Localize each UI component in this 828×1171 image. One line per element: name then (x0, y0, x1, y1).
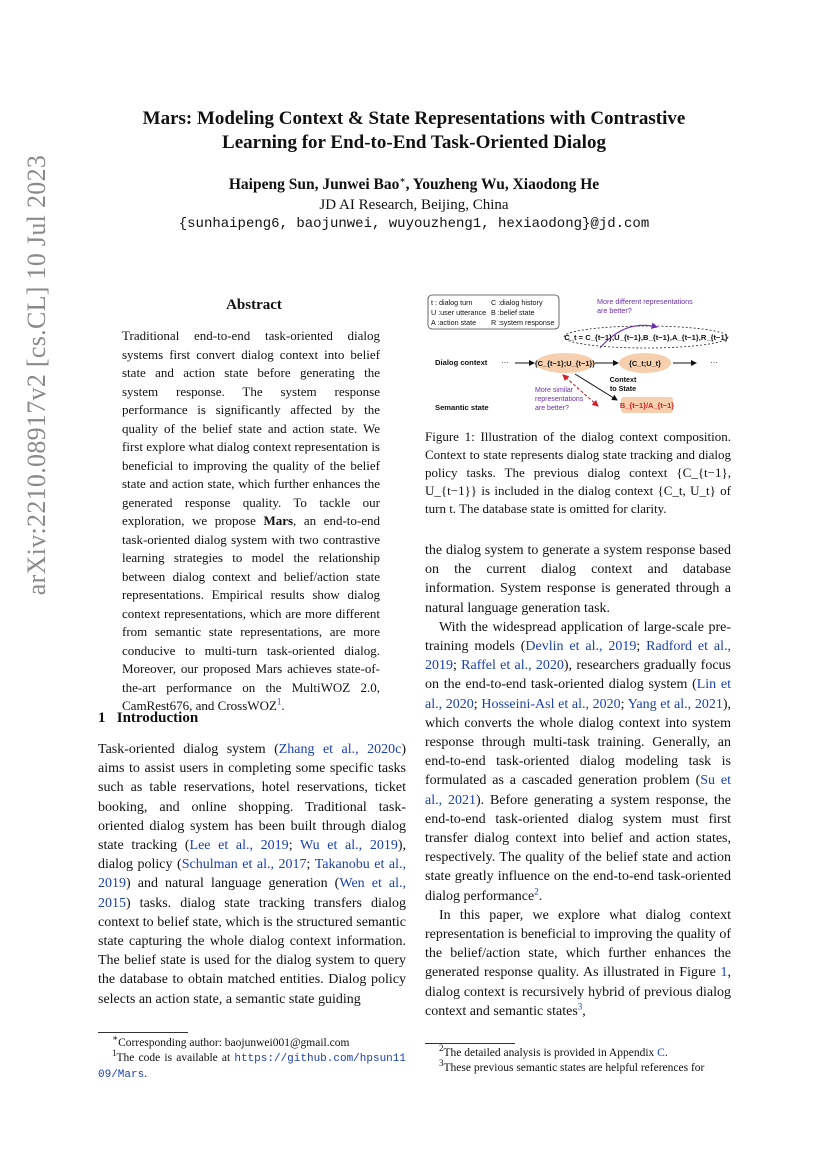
footnotes-right (425, 1043, 731, 1076)
author-mark: ∗ (399, 174, 406, 185)
figure-1 (425, 293, 731, 421)
footnotes-left (98, 1033, 406, 1083)
text-run: Task-oriented dialog system ( (98, 742, 279, 757)
legend-user: U :user utterance (431, 308, 487, 317)
legend-action: A :action state (431, 318, 477, 327)
text-run: ; (306, 857, 315, 873)
footnote-end: . (144, 1068, 148, 1080)
footnote-text: The detailed analysis is provided in Appendix (443, 1047, 658, 1059)
citation-link[interactable]: Lee et al., 2019 (189, 838, 289, 854)
intro-right-paragraph-1: the dialog system to generate a system response based on the current dialog context and database information. System response is generated through a natural language generation task. (425, 543, 731, 616)
footnote-corresponding (98, 1033, 406, 1051)
abstract-part-a: Traditional end-to-end task-oriented dialog systems first convert dialog context into belief state and action state before generating the system response. The system response performance is significantly affected by the quality of the belief state and action state. We first explore what dialog context representation is beneficial to improving the quality of the belief state and action state, which further enhances the generated response quality. To tackle our exploration, we propose (122, 328, 380, 528)
footnote-code (98, 1048, 406, 1083)
footnote-mark: ∗ (112, 1033, 119, 1044)
label-more-similar-1: More similar (535, 387, 574, 394)
footnote-mark-link[interactable]: 3 (577, 1001, 583, 1012)
text-run: In this paper, we explore what dialog context representation is beneficial to improving the quality of the belief/action state, which further enhances the generated response quality. As illustrated in Figure (425, 907, 731, 981)
text-run: ). Before generating a system response, the end-to-end task-oriented dialog system must first transfer dialog context into belief and action states, respectively. The quality of the belief state and action state greatly influence on the end-to-end task-oriented dialog performance (425, 792, 732, 904)
intro-number: 1 (98, 710, 106, 726)
legend-belief: B :belief state (491, 308, 535, 317)
footnote-mark: 1 (112, 1048, 117, 1059)
text-run: ), which converts the whole dialog context into system response through multi-task training. Generally, an end-to-end task-oriented dialog modeling task is formulated as a cascaded generation problem ( (425, 696, 731, 789)
appendix-link[interactable]: C (657, 1047, 665, 1059)
code-url-link[interactable]: https://github.com/hpsun1109/Mars (98, 1053, 406, 1081)
footnote-end: . (664, 1047, 668, 1059)
citation-link[interactable]: Wu et al., 2019 (299, 838, 398, 854)
citation-link[interactable]: Devlin et al., 2019 (525, 639, 637, 655)
text-run: ) and natural language generation ( (126, 876, 340, 892)
footnote-text: Corresponding author: baojunwei001@gmail.com (118, 1037, 350, 1049)
label-more-different: More different representations (597, 297, 693, 306)
text-run: ), researchers gradually focus on the end-to-end task-oriented dialog system ( (425, 658, 731, 693)
text-run: , dialog context is recursively hybrid of previous dialog context and semantic states (425, 965, 731, 1019)
footnote-text: These previous semantic states are helpful references for (443, 1062, 705, 1074)
figure-ref-link[interactable]: 1 (720, 965, 728, 981)
label-dialog-context: Dialog context (435, 358, 488, 367)
authors (60, 176, 768, 194)
legend-response: R :system response (491, 318, 555, 327)
intro-right-paragraph-2 (425, 618, 731, 906)
label-more-similar-2: representations (535, 396, 584, 403)
title-line-1: Mars: Modeling Context & State Representations with Contrastive (142, 108, 686, 129)
citation-link[interactable]: Hosseini-Asl et al., 2020 (481, 696, 621, 712)
figure-1-caption: Figure 1: Illustration of the dialog context composition. Context to state represents dialog state tracking and dialog policy tasks. The previous dialog context {C_{t−1}, U_{t−1}} is included in the dialog context {C_t, U_t} of turn t. The database state is omitted for clarity. (425, 429, 731, 516)
label-are-better-2: are better? (535, 405, 569, 412)
citation-link[interactable]: Wen et al., 2015 (98, 876, 407, 911)
intro-heading (98, 710, 198, 727)
intro-title: Introduction (116, 710, 199, 726)
abstract-heading: Abstract (226, 297, 282, 313)
footnote-mark: 3 (439, 1058, 444, 1069)
ellipsis-right: ··· (710, 358, 718, 367)
citation-link[interactable]: Raffel et al., 2020 (461, 658, 564, 674)
label-context-to-state-2: to State (609, 384, 637, 393)
abstract-text (122, 327, 380, 716)
authors-b: , Youzheng Wu, Xiaodong He (405, 176, 600, 193)
intro-right-column (425, 541, 731, 1021)
footnote-semantic-states (425, 1058, 731, 1076)
intro-left-paragraph (98, 740, 406, 1009)
text-run: ; (620, 696, 628, 712)
text-run: ), dialog policy ( (98, 838, 406, 873)
text-run: With the widespread application of large-scale pre-training models ( (425, 619, 731, 655)
abstract-mars: Mars (263, 513, 294, 528)
authors-a: Haipeng Sun, Junwei Bao (228, 176, 400, 193)
text-run: ; (453, 658, 462, 674)
legend-history: C :dialog history (491, 298, 543, 307)
arxiv-id: arXiv:2210.08917v2 [cs.CL] 10 Jul 2023 (22, 154, 51, 596)
ellipsis-left: ··· (501, 358, 509, 367)
text-run: ; (473, 696, 482, 712)
text-run: . (538, 888, 543, 904)
abstract-end: . (281, 698, 285, 713)
affiliation: JD AI Research, Beijing, China (319, 197, 509, 213)
label-context-to-state-1: Context (609, 375, 637, 384)
node-prev-label: {C_{t−1};U_{t−1}} (534, 359, 596, 368)
citation-link[interactable]: Lin et al., 2020 (425, 677, 732, 712)
text-run: ; (288, 838, 300, 854)
label-are-better-1: are better? (597, 306, 632, 315)
paper-title (60, 107, 768, 155)
citation-link[interactable]: Zhang et al., 2020c (278, 742, 402, 757)
node-state-label: B_{t−1}/A_{t−1} (619, 401, 675, 410)
footnote-mark: 2 (439, 1043, 444, 1054)
label-semantic-state: Semantic state (435, 403, 489, 412)
citation-link[interactable]: Su et al., 2021 (425, 773, 731, 808)
figure-legend (431, 298, 555, 327)
footnote-text: The code is available at (116, 1052, 235, 1064)
footnote-mark-link[interactable]: 2 (534, 886, 539, 896)
legend-turn: t : dialog turn (431, 298, 473, 307)
citation-link[interactable]: Takanobu et al., 2019 (98, 857, 406, 892)
text-run: ; (636, 639, 647, 655)
text-run: ) tasks. dialog state tracking transfers dialog context to belief state, which is the structured semantic state capturing the whole dialog context information. The belief state is used for the dialog system to query the database to obtain matched entities. Dialog policy selects an action state, a semantic state guiding (98, 895, 406, 1007)
ct-equation: C_t = C_{t−1},U_{t−1},B_{t−1},A_{t−1},R_{t−1} (564, 333, 728, 342)
citation-link[interactable]: Schulman et al., 2017 (181, 857, 307, 873)
author-emails: {sunhaipeng6, baojunwei, wuyouzheng1, hexiaodong}@jd.com (178, 216, 650, 232)
text-run: , (582, 1003, 586, 1019)
text-run: ) aims to assist users in completing some specific tasks such as table reservations, hotel reservations, ticket booking, and online shopping. Traditional task-oriented dialog system has been built through dialog state tracking ( (98, 742, 407, 854)
intro-right-paragraph-3 (425, 906, 731, 1021)
citation-link[interactable]: Radford et al., 2019 (425, 639, 732, 674)
footnote-appendix (425, 1043, 731, 1061)
figure-1-diagram (425, 293, 731, 421)
abstract-footnote-mark[interactable]: 1 (276, 696, 282, 707)
abstract-part-c: , an end-to-end task-oriented dialog system with two contrastive learning strategies to model the relationship between dialog context and belief/action state representations. Empirical results show dialog context representations, which are more different from semantic state representations, are more conducive to multi-turn task-oriented dialog. Moreover, our proposed Mars achieves state-of-the-art performance on the MultiWOZ 2.0, CamRest676, and CrossWOZ (122, 513, 380, 713)
citation-link[interactable]: Yang et al., 2021 (627, 696, 723, 712)
node-current-label: {C_t;U_t} (628, 359, 662, 368)
title-line-2: Learning for End-to-End Task-Oriented Dialog (222, 132, 606, 153)
